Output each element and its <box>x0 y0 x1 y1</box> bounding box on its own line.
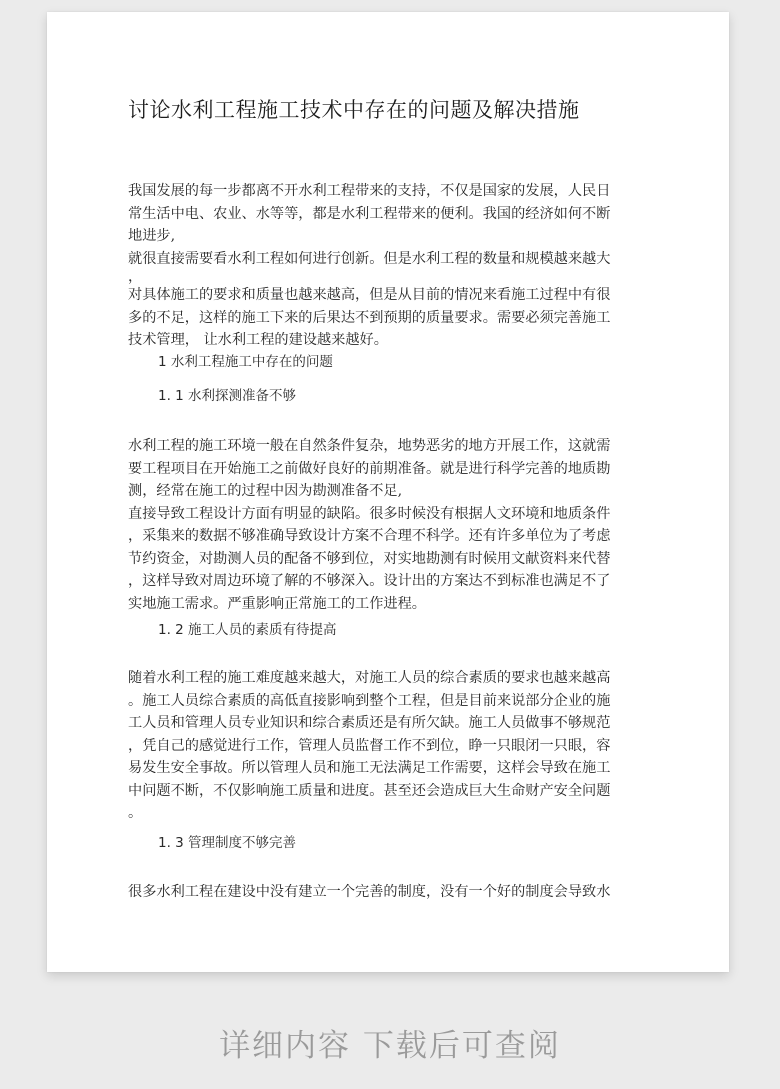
text-line: 随着水利工程的施工难度越来越大，对施工人员的综合素质的要求也越来越高 <box>128 670 611 686</box>
text-line: 工人员和管理人员专业知识和综合素质还是有所欠缺。施工人员做事不够规范 <box>128 715 611 731</box>
text-line: 地进步, <box>128 228 176 244</box>
document-page <box>47 12 729 972</box>
text-line: 直接导致工程设计方面有明显的缺陷。很多时候没有根据人文环境和地质条件 <box>128 505 611 522</box>
text-line: 节约资金，对勘测人员的配备不够到位，对实地勘测有时候用文献资料来代替 <box>128 550 611 567</box>
text-line: ，采集来的数据不够准确导致设计方案不合理不科学。还有许多单位为了考虑 <box>128 528 611 544</box>
intro-paragraph <box>128 180 638 352</box>
text-line: 。 <box>128 805 143 821</box>
section-heading-1-2: 1. 2 施工人员的素质有待提高 <box>158 622 337 638</box>
text-line: 技术管理， 让水利工程的建设越来越好。 <box>128 332 388 348</box>
section-1-2-paragraph <box>128 667 638 825</box>
section-heading-1-3: 1. 3 管理制度不够完善 <box>158 835 297 851</box>
document-title: 讨论水利工程施工技术中存在的问题及解决措施 <box>128 98 580 122</box>
section-heading-1-1: 1. 1 水利探测准备不够 <box>158 388 297 404</box>
text-line: 实地施工需求。严重影响正常施工的工作进程。 <box>128 595 426 612</box>
section-heading-1: 1 水利工程施工中存在的问题 <box>158 354 333 370</box>
text-line: 要工程项目在开始施工之前做好良好的前期准备。就是进行科学完善的地质勘 <box>128 460 611 477</box>
text-line: 常生活中电、农业、水等等，都是水利工程带来的便利。我国的经济如何不断 <box>128 205 611 222</box>
text-line: ， <box>128 269 143 285</box>
text-line: 水利工程的施工环境一般在自然条件复杂，地势恶劣的地方开展工作，这就需 <box>128 438 611 454</box>
text-line: ，凭自己的感觉进行工作，管理人员监督工作不到位，睁一只眼闭一只眼，容 <box>128 737 611 754</box>
download-prompt: 详细内容 下载后可查阅 <box>219 1028 561 1064</box>
text-line: 中问题不断，不仅影响施工质量和进度。甚至还会造成巨大生命财产安全问题 <box>128 782 611 799</box>
text-line: 。施工人员综合素质的高低直接影响到整个工程，但是目前来说部分企业的施 <box>128 692 611 709</box>
section-1-1-paragraph <box>128 435 638 615</box>
text-line: ，这样导致对周边环境了解的不够深入。设计出的方案达不到标准也满足不了 <box>128 573 611 589</box>
text-line: 我国发展的每一步都离不开水利工程带来的支持，不仅是国家的发展，人民日 <box>128 183 611 199</box>
text-line: 易发生安全事故。所以管理人员和施工无法满足工作需要，这样会导致在施工 <box>128 760 611 776</box>
section-1-3-paragraph <box>128 881 638 904</box>
text-line: 对具体施工的要求和质量也越来越高，但是从目前的情况来看施工过程中有很 <box>128 287 611 303</box>
text-line: 就很直接需要看水利工程如何进行创新。但是水利工程的数量和规模越来越大 <box>128 250 611 267</box>
text-line: 测，经常在施工的过程中因为勘测准备不足, <box>128 483 403 499</box>
text-line: 多的不足，这样的施工下来的后果达不到预期的质量要求。需要必须完善施工 <box>128 309 611 326</box>
text-line: 很多水利工程在建设中没有建立一个完善的制度，没有一个好的制度会导致水 <box>128 884 611 900</box>
